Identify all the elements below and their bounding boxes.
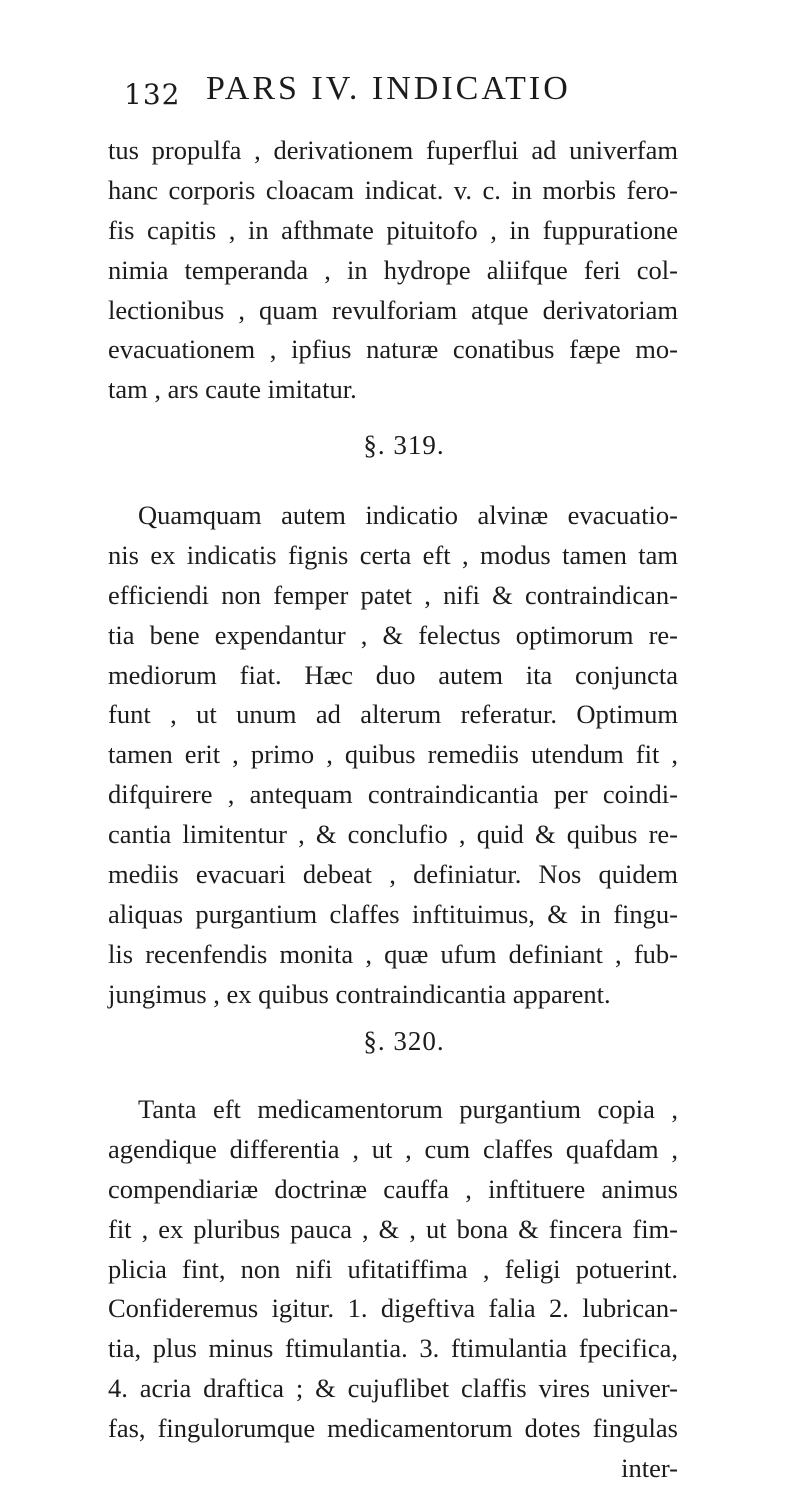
section-heading-320: §. 320. — [363, 1026, 445, 1056]
text-line: difquirere , antequam contraindicantia per coindi- — [108, 779, 678, 810]
text-line: funt , ut unum ad alterum referatur. Optimum — [108, 699, 678, 730]
text-line: mediorum fiat. Hæc duo autem ita conjuncta — [108, 659, 678, 690]
page-header — [0, 70, 800, 120]
text-line: jungimus , ex quibus contraindicantia apparent. — [108, 978, 611, 1009]
text-line: fis capitis , in afthmate pituitofo , in fuppuratione — [108, 214, 678, 245]
text-line: nimia temperanda , in hydrope aliifque feri col- — [108, 254, 678, 285]
text-line: Confideremus igitur. 1. digeftiva falia 2. lubrican- — [108, 1293, 678, 1324]
text-line: tam , ars caute imitatur. — [108, 374, 357, 405]
text-line: nis ex indicatis fignis certa eft , modus tamen tam — [108, 539, 678, 570]
catchword: inter- — [621, 1453, 678, 1484]
text-line: hanc corporis cloacam indicat. v. c. in morbis fero- — [108, 174, 678, 205]
text-line: lectionibus , quam revulforiam atque derivatoriam — [108, 294, 678, 325]
text-line: cantia limitentur , & conclufio , quid & quibus re- — [108, 819, 678, 850]
paragraph-continuation — [108, 131, 678, 410]
text-line: lis recenfendis monita , quæ ufum definiant , fub- — [108, 938, 678, 969]
text-line: Quamquam autem indicatio alvinæ evacuatio- — [138, 500, 678, 530]
text-line: tia, plus minus ftimulantia. 3. ftimulantia fpecifica, — [108, 1333, 678, 1364]
text-line: 4. acria draftica ; & cujuflibet claffis vires univer- — [108, 1373, 678, 1404]
page-number: 132 — [124, 78, 181, 111]
text-line: efficiendi non femper patet , nifi & contraindican- — [108, 579, 678, 610]
text-line: Tanta eft medicamentorum purgantium copia , — [138, 1094, 678, 1124]
text-line: compendiariæ doctrinæ cauffa , inftituere animus — [108, 1173, 678, 1204]
text-line: tia bene expendantur , & felectus optimorum re- — [108, 619, 678, 650]
section-heading-319: §. 319. — [363, 430, 445, 460]
text-line: aliquas purgantium claffes inftituimus, & in fingu- — [108, 898, 678, 929]
section-320-body — [108, 1090, 678, 1489]
running-title: PARS IV. INDICATIO — [206, 70, 571, 107]
text-line: agendique differentia , ut , cum claffes quafdam , — [108, 1133, 678, 1164]
text-line: fas, fingulorumque medicamentorum dotes fingulas — [108, 1413, 678, 1444]
text-line: mediis evacuari debeat , definiatur. Nos quidem — [108, 859, 678, 890]
text-line: tamen erit , primo , quibus remediis utendum fit , — [108, 739, 678, 770]
text-line: evacuationem , ipfius naturæ conatibus fæpe mo- — [108, 334, 678, 365]
section-319-body — [108, 496, 678, 1015]
text-line: tus propulfa , derivationem fuperflui ad univerfam — [108, 135, 678, 165]
text-line: plicia fint, non nifi ufitatiffima , feligi potuerint. — [108, 1253, 678, 1284]
text-line: fit , ex pluribus pauca , & , ut bona & fincera fim- — [108, 1213, 678, 1244]
